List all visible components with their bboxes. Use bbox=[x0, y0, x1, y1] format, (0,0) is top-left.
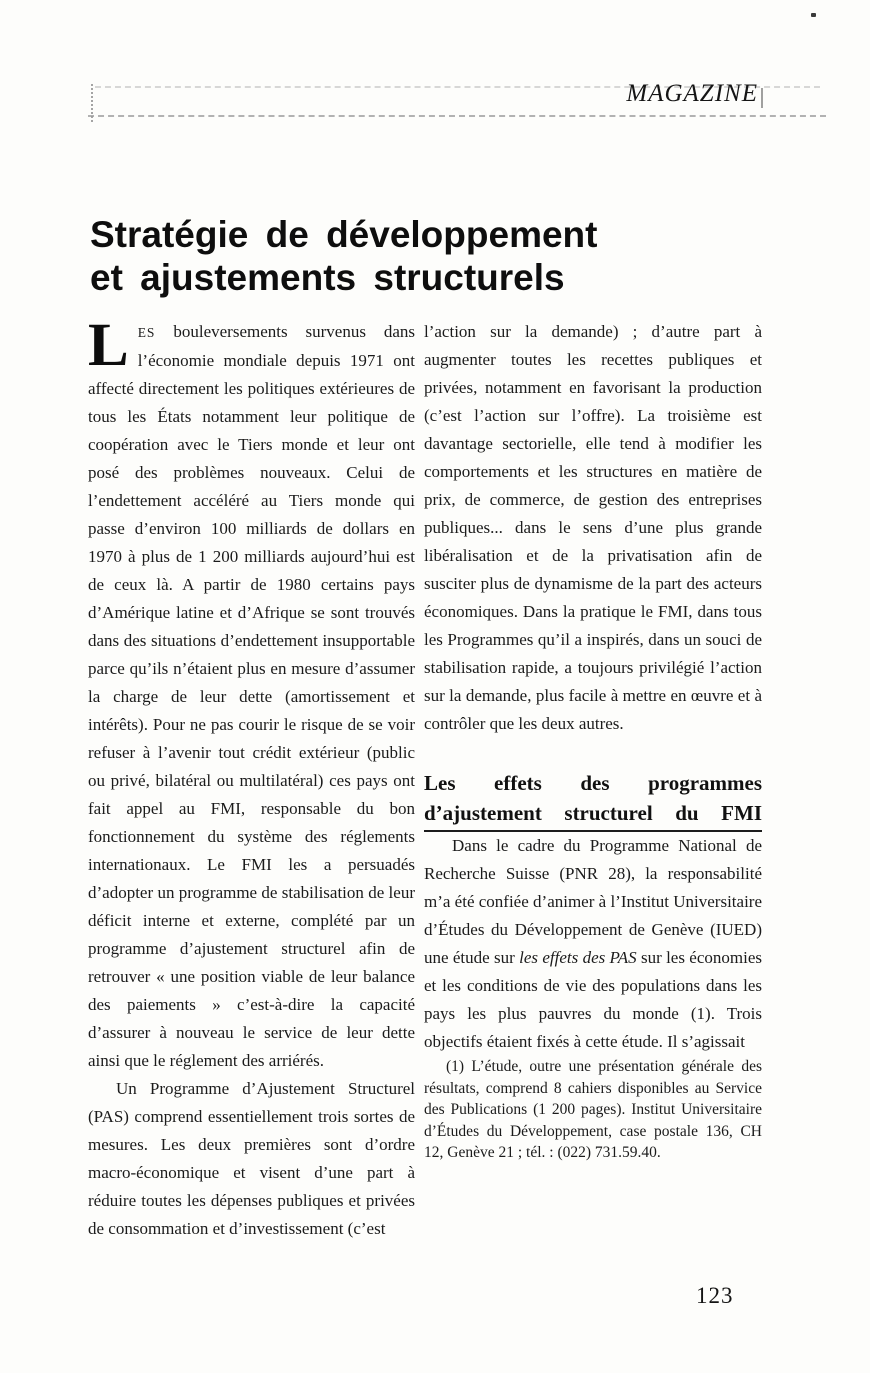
paragraph-3: l’action sur la demande) ; d’autre part à augmenter toutes les recettes publiques et privées, notamment en favorisant la production (c’est l’action sur l’offre). La troisième est davantage sectorielle, elle tend à modifier les comportements et les structures en matière de prix, de commerce, de gestion des entreprises publiques... dans le sens d’une plus grande libéralisation et de la privatisation afin de susciter plus de dynamisme de la part des acteurs économiques. Dans la pratique le FMI, dans tous les Programmes qu’il a inspirés, dans un souci de stabilisation rapide, a toujours privilégié l’action sur la demande, plus facile à mettre en œuvre et à contrôler que les deux autres. bbox=[424, 322, 762, 733]
right-column bbox=[424, 318, 762, 1164]
dropcap-letter: L bbox=[88, 312, 129, 379]
article-title-line1: Stratégie de développement bbox=[90, 213, 598, 255]
header-right-tick bbox=[761, 88, 763, 108]
subheading-line2: d’ajustement structurel du FMI bbox=[424, 798, 762, 832]
scan-speck bbox=[811, 13, 816, 17]
magazine-header-label: MAGAZINE bbox=[626, 80, 758, 107]
page-number: 123 bbox=[696, 1283, 734, 1308]
lead-small-caps: ES bbox=[137, 325, 156, 340]
paragraph-4-italic: les effets des PAS bbox=[519, 948, 637, 967]
paragraph-4-before: Dans le cadre du Programme National de Recherche Suisse (PNR 28), la responsabilité m’a été confiée d’animer à l’Institut Universitaire d’Études du Développement de Genève (IUED) une étude sur bbox=[424, 836, 762, 967]
footnote: (1) L’étude, outre une présentation générale des résultats, comprend 8 cahiers disponibles au Service des Publications (1 200 pages). Institut Universitaire d’Études du Développement, case postale 136, CH 12, Genève 21 ; tél. : (022) 731.59.40. bbox=[424, 1058, 762, 1161]
paragraph-1 bbox=[88, 312, 415, 1075]
paragraph-2: Un Programme d’Ajustement Structurel (PAS) comprend essentiellement trois sortes de mesures. Les deux premières sont d’ordre macro-économique et visent d’une part à réduire toutes les dépenses publiques et privées de consommation et d’investissement (c’est bbox=[88, 1079, 415, 1238]
header-rule-bottom bbox=[88, 115, 826, 117]
paragraph-4-after: sur les économies et les conditions de vie des populations dans les pays les plus pauvres du monde (1). Trois objectifs étaient fixés à cette étude. Il s’agissait bbox=[424, 948, 763, 1051]
article-title-line2: et ajustements structurels bbox=[90, 256, 565, 298]
paragraph-4 bbox=[424, 832, 762, 1056]
article-title bbox=[90, 213, 730, 299]
section-subheading bbox=[424, 768, 762, 832]
subheading-line1: Les effets des programmes bbox=[424, 771, 762, 795]
paragraph-1-text: bouleversements survenus dans l’économie mondiale depuis 1971 ont affecté directement les politiques extérieures de tous les États notamment leur politique de coopération avec le Tiers monde et leur ont posé des problèmes nouveaux. Celui de l’endettement accéléré au Tiers monde qui passe d’environ 100 milliards de dollars en 1970 à plus de 1 200 milliards aujourd’hui est de ceux là. A partir de 1980 certains pays d’Amérique latine et d’Afrique se sont trouvés dans des situations d’endettement insupportable parce qu’ils n’étaient plus en mesure d’assumer la charge de leur dette (amortissement et intérêts). Pour ne pas courir le risque de se voir refuser à l’avenir tout crédit extérieur (public ou privé, bilatéral ou multilatéral) ces pays ont fait appel au FMI, responsable du bon fonctionnement du système des réglements internationaux. Le FMI les a persuadés d’adopter un programme de stabilisation de leur déficit interne et externe, complété par un programme d’ajustement structurel afin de retrouver « une position viable de leur balance des paiements » c’est-à-dire la capacité d’assurer à nouveau le service de leur dette ainsi que le réglement des arriérés. bbox=[88, 322, 415, 1070]
left-column bbox=[88, 312, 415, 1243]
